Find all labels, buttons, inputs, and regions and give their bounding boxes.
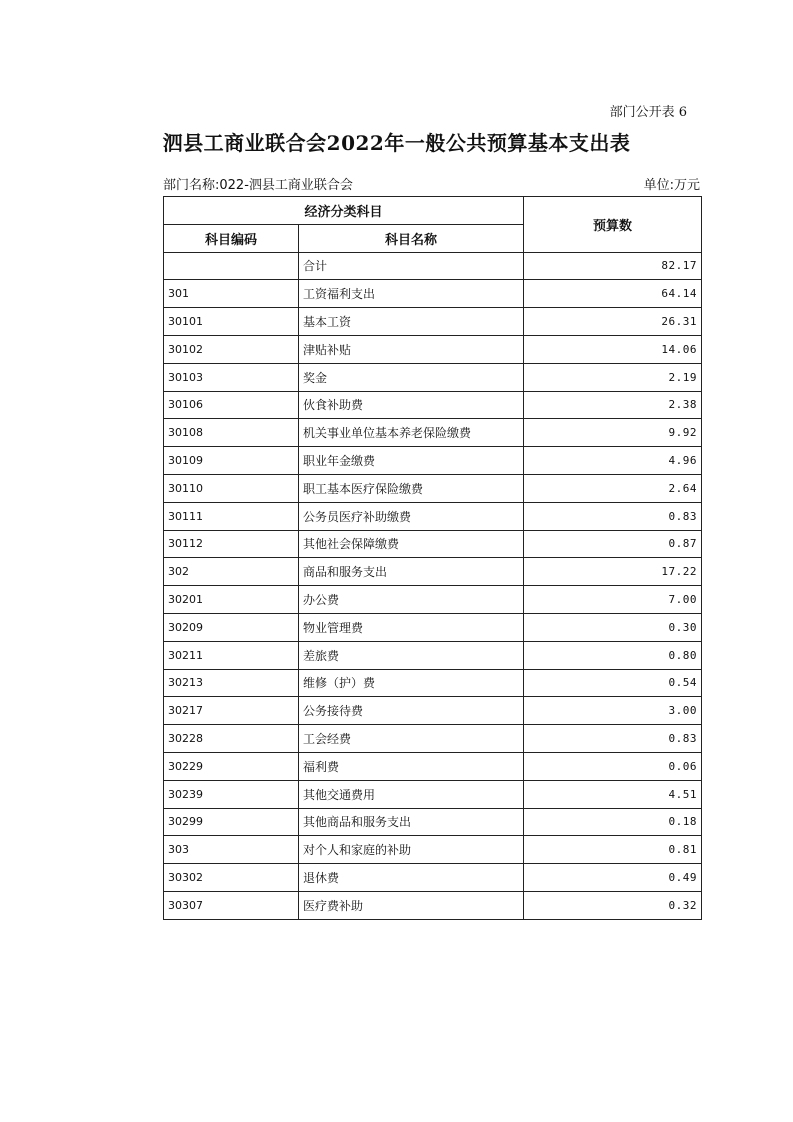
table-row (164, 836, 702, 864)
name-cell: 医疗费补助 (299, 891, 524, 919)
table-row (164, 808, 702, 836)
amount-cell: 64.14 (524, 280, 702, 308)
code-cell: 301 (164, 280, 299, 308)
table-row (164, 697, 702, 725)
amount-cell: 0.87 (524, 530, 702, 558)
name-cell: 工资福利支出 (299, 280, 524, 308)
name-cell: 其他社会保障缴费 (299, 530, 524, 558)
code-cell: 30217 (164, 697, 299, 725)
table-row (164, 613, 702, 641)
name-cell: 职业年金缴费 (299, 447, 524, 475)
name-cell: 伙食补助费 (299, 391, 524, 419)
table-row (164, 780, 702, 808)
budget-table (163, 196, 702, 920)
code-cell: 30103 (164, 363, 299, 391)
table-row (164, 308, 702, 336)
header-economic-classification: 经济分类科目 (164, 197, 524, 225)
table-row (164, 725, 702, 753)
table-row (164, 502, 702, 530)
code-cell: 30110 (164, 474, 299, 502)
name-cell: 工会经费 (299, 725, 524, 753)
table-body (164, 252, 702, 919)
amount-cell: 0.30 (524, 613, 702, 641)
amount-cell: 2.64 (524, 474, 702, 502)
amount-cell: 0.32 (524, 891, 702, 919)
name-cell: 商品和服务支出 (299, 558, 524, 586)
name-cell: 办公费 (299, 586, 524, 614)
amount-cell: 4.96 (524, 447, 702, 475)
table-row (164, 530, 702, 558)
name-cell: 机关事业单位基本养老保险缴费 (299, 419, 524, 447)
name-cell: 差旅费 (299, 641, 524, 669)
name-cell: 津贴补贴 (299, 335, 524, 363)
amount-cell: 0.49 (524, 864, 702, 892)
code-cell: 30229 (164, 752, 299, 780)
amount-cell: 0.83 (524, 725, 702, 753)
code-cell: 30112 (164, 530, 299, 558)
header-budget-amount: 预算数 (524, 197, 702, 253)
table-meta (163, 174, 700, 193)
code-cell: 30109 (164, 447, 299, 475)
unit-label: 单位:万元 (643, 178, 700, 193)
code-cell: 30211 (164, 641, 299, 669)
code-cell: 303 (164, 836, 299, 864)
header-subject-code: 科目编码 (164, 224, 299, 252)
page-title: 泗县工商业联合会2022年一般公共预算基本支出表 (162, 131, 631, 155)
amount-cell: 2.19 (524, 363, 702, 391)
code-cell: 302 (164, 558, 299, 586)
code-cell: 30299 (164, 808, 299, 836)
table-row (164, 391, 702, 419)
amount-cell: 14.06 (524, 335, 702, 363)
name-cell: 奖金 (299, 363, 524, 391)
table-row (164, 891, 702, 919)
name-cell: 公务接待费 (299, 697, 524, 725)
name-cell: 公务员医疗补助缴费 (299, 502, 524, 530)
amount-cell: 2.38 (524, 391, 702, 419)
code-cell: 30213 (164, 669, 299, 697)
table-row (164, 474, 702, 502)
table-row (164, 252, 702, 280)
table-row (164, 558, 702, 586)
code-cell: 30106 (164, 391, 299, 419)
table-row (164, 641, 702, 669)
amount-cell: 0.80 (524, 641, 702, 669)
name-cell: 退休费 (299, 864, 524, 892)
code-cell: 30307 (164, 891, 299, 919)
table-number: 部门公开表 6 (609, 105, 687, 120)
name-cell: 其他商品和服务支出 (299, 808, 524, 836)
code-cell: 30101 (164, 308, 299, 336)
table-row (164, 280, 702, 308)
amount-cell: 0.54 (524, 669, 702, 697)
name-cell: 合计 (299, 252, 524, 280)
name-cell: 基本工资 (299, 308, 524, 336)
table-row (164, 586, 702, 614)
amount-cell: 0.06 (524, 752, 702, 780)
table-row (164, 363, 702, 391)
amount-cell: 4.51 (524, 780, 702, 808)
name-cell: 维修（护）费 (299, 669, 524, 697)
table-row (164, 669, 702, 697)
amount-cell: 0.18 (524, 808, 702, 836)
name-cell: 职工基本医疗保险缴费 (299, 474, 524, 502)
amount-cell: 9.92 (524, 419, 702, 447)
amount-cell: 82.17 (524, 252, 702, 280)
code-cell: 30302 (164, 864, 299, 892)
code-cell: 30228 (164, 725, 299, 753)
table-row (164, 864, 702, 892)
amount-cell: 17.22 (524, 558, 702, 586)
department-name: 部门名称:022-泗县工商业联合会 (163, 178, 353, 193)
code-cell: 30102 (164, 335, 299, 363)
code-cell: 30209 (164, 613, 299, 641)
table-row (164, 419, 702, 447)
name-cell: 福利费 (299, 752, 524, 780)
code-cell (164, 252, 299, 280)
amount-cell: 0.81 (524, 836, 702, 864)
amount-cell: 7.00 (524, 586, 702, 614)
code-cell: 30239 (164, 780, 299, 808)
name-cell: 其他交通费用 (299, 780, 524, 808)
amount-cell: 3.00 (524, 697, 702, 725)
header-subject-name: 科目名称 (299, 224, 524, 252)
amount-cell: 26.31 (524, 308, 702, 336)
code-cell: 30201 (164, 586, 299, 614)
name-cell: 物业管理费 (299, 613, 524, 641)
table-row (164, 752, 702, 780)
code-cell: 30111 (164, 502, 299, 530)
table-row (164, 335, 702, 363)
code-cell: 30108 (164, 419, 299, 447)
name-cell: 对个人和家庭的补助 (299, 836, 524, 864)
amount-cell: 0.83 (524, 502, 702, 530)
table-header (164, 197, 702, 253)
table-row (164, 447, 702, 475)
